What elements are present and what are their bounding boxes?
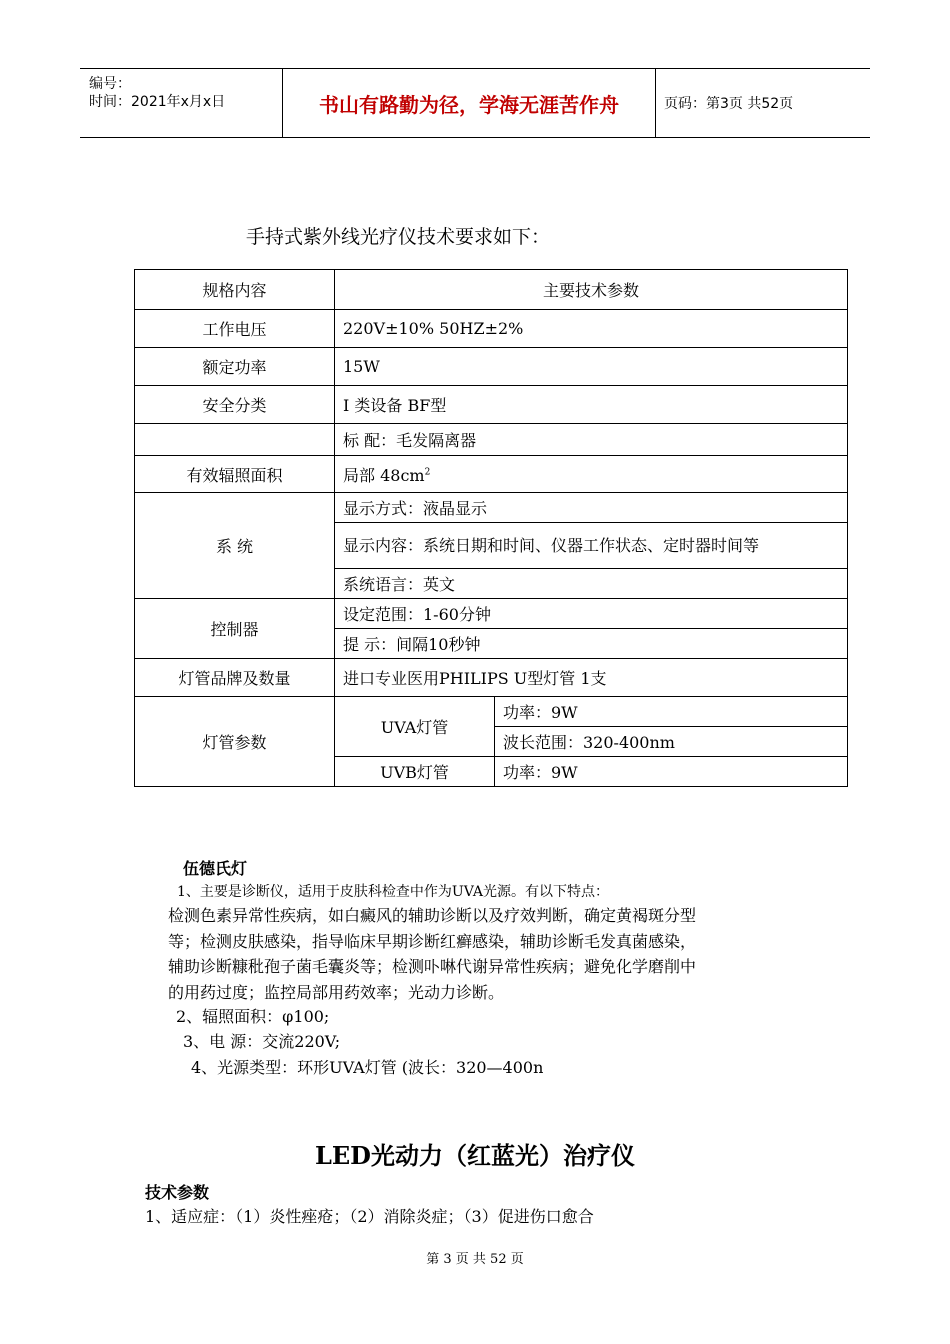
table-cell: 15W [335, 348, 848, 386]
table-row [135, 310, 848, 348]
table-cell: 显示方式：液晶显示 [335, 493, 848, 523]
wood-body-line: 辅助诊断糠秕孢子菌毛囊炎等；检测卟啉代谢异常性疾病；避免化学磨削中 [168, 957, 697, 976]
table-header-cell: 主要技术参数 [335, 270, 848, 310]
table-cell: 控制器 [135, 599, 335, 659]
table-row [135, 659, 848, 697]
table-cell: 提 示：间隔10秒钟 [335, 629, 848, 659]
wood-item-1: 1、主要是诊断仪，适用于皮肤科检查中作为UVA光源。有以下特点： [177, 884, 609, 900]
wood-item-3: 3、电 源：交流220V; [183, 1032, 341, 1051]
table-cell: 设定范围：1-60分钟 [335, 599, 848, 629]
table-cell: 220V±10% 50HZ±2% [335, 310, 848, 348]
header-meta [80, 69, 283, 137]
led-section-title: LED光动力（红蓝光）治疗仪 [315, 1141, 635, 1170]
table-cell: 额定功率 [135, 348, 335, 386]
table-row [135, 348, 848, 386]
table-header-cell: 规格内容 [135, 270, 335, 310]
wood-body-line: 检测色素异常性疾病，如白癜风的辅助诊断以及疗效判断，确定黄褐斑分型 [168, 906, 697, 925]
table-cell: UVB灯管 [335, 757, 495, 787]
table-cell: 功率：9W [495, 697, 848, 727]
table-cell: 功率：9W [495, 757, 848, 787]
table-cell: 灯管品牌及数量 [135, 659, 335, 697]
table-cell: 进口专业医用PHILIPS U型灯管 1支 [335, 659, 848, 697]
table-cell: 系 统 [135, 493, 335, 599]
table-cell: 显示内容：系统日期和时间、仪器工作状态、定时器时间等 [335, 523, 848, 569]
page-footer: 第 3 页 共 52 页 [426, 1252, 524, 1267]
table-cell: 安全分类 [135, 386, 335, 424]
table-row [135, 270, 848, 310]
header-page-info: 页码：第3页 共52页 [664, 96, 794, 112]
page-header [80, 68, 870, 138]
table-cell: Ⅰ 类设备 BF型 [335, 386, 848, 424]
uv-section-title: 手持式紫外线光疗仪技术要求如下： [246, 226, 551, 248]
table-cell: 标 配：毛发隔离器 [335, 424, 848, 456]
table-cell: 系统语言：英文 [335, 569, 848, 599]
table-row [135, 386, 848, 424]
led-subtitle: 技术参数 [145, 1183, 210, 1202]
wood-body-line: 等；检测皮肤感染，指导临床早期诊断红癣感染，辅助诊断毛发真菌感染， [168, 931, 697, 951]
table-row [135, 493, 848, 523]
doc-date: 时间：2021年x月x日 [89, 94, 226, 110]
wood-item-2: 2、辐照面积：φ100; [176, 1007, 330, 1026]
table-row [135, 424, 848, 456]
table-row [135, 697, 848, 727]
wood-section-title: 伍德氏灯 [183, 859, 248, 878]
wood-item-4: 4、光源类型：环形UVA灯管 (波长：320—400n [191, 1058, 544, 1077]
area-unit-superscript: 2 [424, 467, 431, 478]
area-value: 局部 48cm [343, 465, 425, 485]
table-cell: 工作电压 [135, 310, 335, 348]
table-row [135, 599, 848, 629]
wood-body-line: 的用药过度；监控局部用药效率；光动力诊断。 [168, 982, 505, 1002]
table-cell: 灯管参数 [135, 697, 335, 787]
table-cell: 波长范围：320-400nm [495, 727, 848, 757]
doc-number: 编号： [89, 76, 131, 92]
led-item-1: 1、适应症：（1）炎性痤疮；（2）消除炎症；（3）促进伤口愈合 [145, 1207, 594, 1226]
table-cell [135, 424, 335, 456]
table-cell [335, 456, 848, 493]
header-motto: 书山有路勤为径，学海无涯苦作舟 [283, 69, 656, 137]
table-row [135, 456, 848, 493]
wood-body [168, 903, 818, 1005]
table-cell: UVA灯管 [335, 697, 495, 757]
uv-spec-table [134, 269, 848, 787]
table-cell: 有效辐照面积 [135, 456, 335, 493]
